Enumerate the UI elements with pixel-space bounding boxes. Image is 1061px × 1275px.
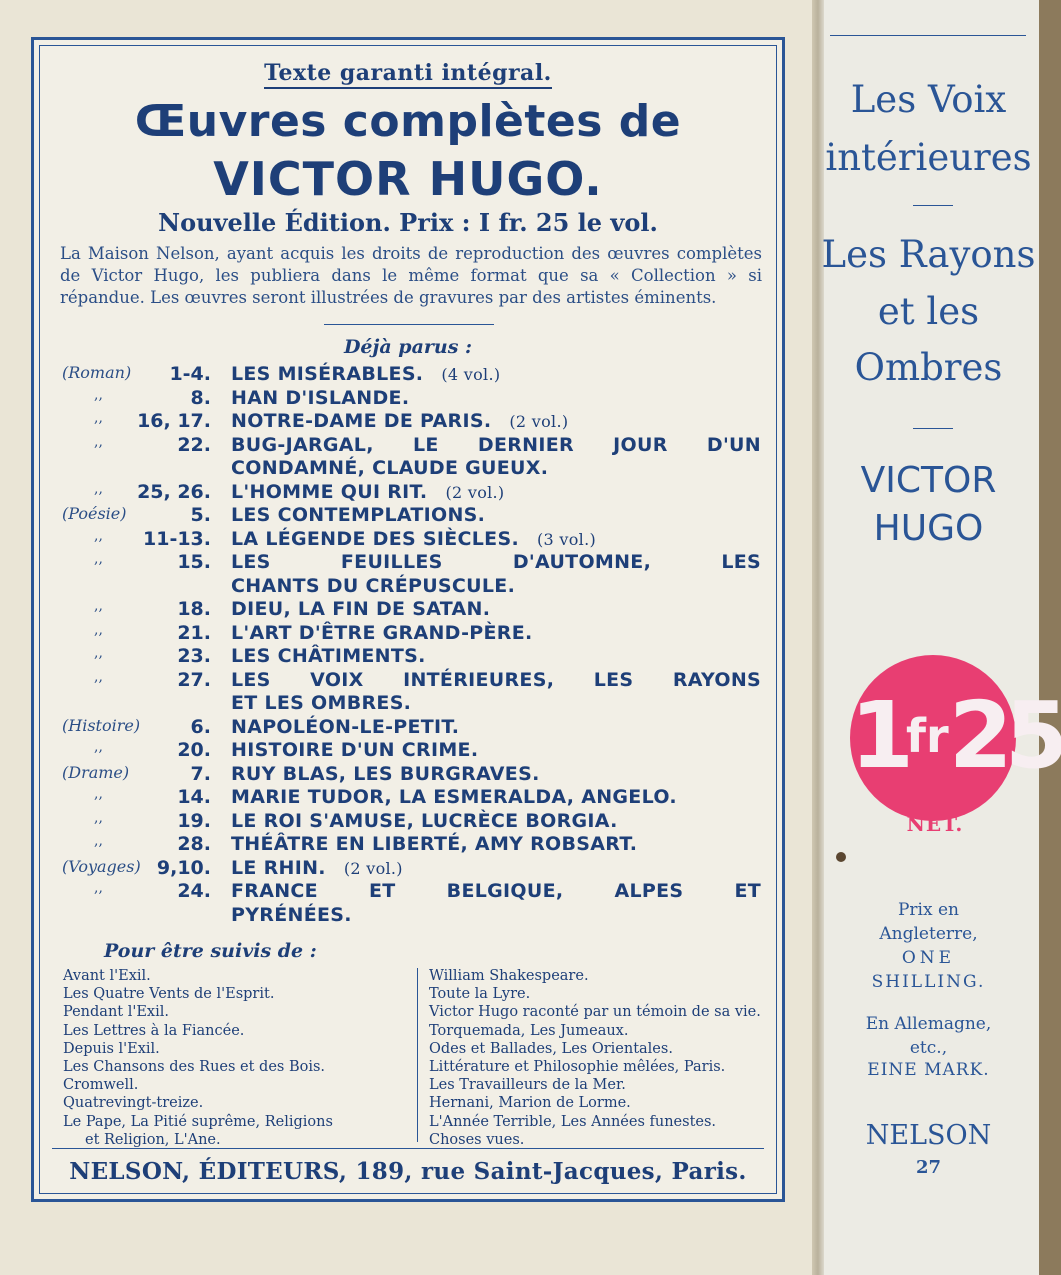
published-category: (Roman) xyxy=(62,363,132,382)
spine-title2-line2: et les xyxy=(877,290,980,333)
published-title xyxy=(231,457,566,479)
published-title-text: HAN D'ISLANDE. xyxy=(231,386,410,409)
forthcoming-item: Cromwell. xyxy=(63,1077,139,1094)
forthcoming-item: Odes et Ballades, Les Orientales. xyxy=(429,1040,673,1057)
price-badge-main: 1 xyxy=(850,682,907,789)
published-title xyxy=(231,598,508,620)
published-number: 25, 26. xyxy=(137,480,211,503)
published-title-text: BUG-JARGAL, LE DERNIER JOUR D'UN xyxy=(231,433,761,456)
published-number: 22. xyxy=(177,433,211,456)
england-line3: ONE xyxy=(901,948,956,968)
price-badge-fr: fr xyxy=(906,709,949,763)
published-title-text: LE RHIN. xyxy=(231,856,326,879)
forthcoming-item: Les Lettres à la Fiancée. xyxy=(63,1022,245,1039)
published-title-text: LES CONTEMPLATIONS. xyxy=(231,504,486,526)
published-item xyxy=(34,786,782,812)
published-title xyxy=(231,410,568,432)
published-category: ,, xyxy=(94,786,103,802)
spine-top-rule xyxy=(830,35,1026,36)
published-item xyxy=(34,904,782,930)
published-volumes: (2 vol.) xyxy=(445,482,505,502)
published-number: 20. xyxy=(177,739,211,761)
published-item xyxy=(34,434,782,460)
published-volumes: (2 vol.) xyxy=(509,412,569,431)
spine-author-line1: VICTOR xyxy=(860,460,997,501)
spine-fold xyxy=(812,0,824,1275)
forthcoming-item: Pendant l'Exil. xyxy=(63,1004,169,1021)
published-category: ,, xyxy=(94,739,103,755)
published-title-text: LES FEUILLES D'AUTOMNE, LES xyxy=(231,551,761,573)
forthcoming-item: Avant l'Exil. xyxy=(63,968,151,984)
spine-title1-line1: Les Voix xyxy=(850,78,1007,121)
published-item xyxy=(34,810,782,836)
forthcoming-item: Depuis l'Exil. xyxy=(63,1040,160,1057)
published-item xyxy=(34,504,782,530)
published-item xyxy=(34,880,782,906)
published-number: 15. xyxy=(177,551,211,573)
forthcoming-item: Torquemada, Les Jumeaux. xyxy=(429,1022,629,1039)
forthcoming-item: Les Chansons des Rues et des Bois. xyxy=(63,1059,326,1076)
published-category: ,, xyxy=(94,621,103,638)
published-item xyxy=(34,598,782,624)
published-number: 1-4. xyxy=(169,363,211,385)
forthcoming-item: William Shakespeare. xyxy=(429,968,589,984)
england-line2: Angleterre, xyxy=(879,924,978,944)
published-title-text: LES CHÂTIMENTS. xyxy=(231,645,426,667)
published-title-text: LE ROI S'AMUSE, LUCRÈCE BORGIA. xyxy=(231,809,618,832)
published-heading: Déjà parus : xyxy=(343,336,473,358)
spine-divider-2 xyxy=(913,428,953,429)
published-number: 5. xyxy=(190,504,211,526)
published-title-text: LES MISÉRABLES. xyxy=(231,363,424,385)
published-title-text: CHANTS DU CRÉPUSCULE. xyxy=(231,574,516,597)
published-title xyxy=(231,904,370,926)
published-title-text: HISTOIRE D'UN CRIME. xyxy=(231,739,479,761)
published-item xyxy=(34,669,782,695)
published-number: 9,10. xyxy=(156,856,211,879)
published-category: ,, xyxy=(94,480,103,497)
price-badge-net: NET. xyxy=(906,812,964,836)
published-number: 8. xyxy=(190,386,211,409)
published-number: 11-13. xyxy=(143,527,211,550)
published-item xyxy=(34,410,782,436)
published-title-text: NAPOLÉON-LE-PETIT. xyxy=(231,715,460,738)
published-title xyxy=(231,833,655,855)
forthcoming-item: Victor Hugo raconté par un témoin de sa vie. xyxy=(429,1004,761,1021)
published-category: ,, xyxy=(94,551,103,567)
spine-publisher: NELSON xyxy=(865,1120,992,1151)
published-number: 24. xyxy=(177,880,211,902)
published-number: 23. xyxy=(177,645,211,667)
published-title xyxy=(231,763,558,785)
published-number: 19. xyxy=(177,809,211,832)
published-volumes: (4 vol.) xyxy=(441,365,501,384)
spine-title1-line2: intérieures xyxy=(825,136,1032,179)
published-title xyxy=(231,810,636,832)
published-category: ,, xyxy=(94,433,103,450)
published-number: 7. xyxy=(190,762,211,785)
published-title-text: THÉÂTRE EN LIBERTÉ, AMY ROBSART. xyxy=(231,833,638,855)
published-category: ,, xyxy=(94,809,103,826)
published-number: 18. xyxy=(177,598,211,620)
published-title-text: MARIE TUDOR, LA ESMERALDA, ANGELO. xyxy=(231,786,677,808)
published-title xyxy=(231,575,533,597)
published-title xyxy=(231,504,503,526)
spine xyxy=(818,0,1039,1275)
published-title xyxy=(231,880,779,902)
published-volumes: (2 vol.) xyxy=(343,858,403,878)
published-category: ,, xyxy=(94,598,103,614)
published-category: (Poésie) xyxy=(62,504,127,523)
price-badge xyxy=(850,655,1061,821)
published-item xyxy=(34,363,782,389)
heading-line2: VICTOR HUGO. xyxy=(213,152,603,206)
published-item xyxy=(34,528,782,554)
divider xyxy=(324,324,494,325)
england-line4: SHILLING. xyxy=(871,972,986,992)
published-title-text: PYRÉNÉES. xyxy=(231,903,352,926)
published-category: ,, xyxy=(94,880,103,896)
published-item xyxy=(34,739,782,765)
edition-price: Nouvelle Édition. Prix : I fr. 25 le vol. xyxy=(158,208,658,237)
published-title-text: LA LÉGENDE DES SIÈCLES. xyxy=(231,527,519,550)
tagline xyxy=(34,60,782,86)
published-title xyxy=(231,692,429,714)
published-title-text: NOTRE-DAME DE PARIS. xyxy=(231,410,492,432)
published-item xyxy=(34,457,782,483)
published-number: 28. xyxy=(177,833,211,855)
germany-line3: EINE MARK. xyxy=(867,1060,990,1080)
published-title-text: L'ART D'ÊTRE GRAND-PÈRE. xyxy=(231,621,533,644)
spine-title2-line1: Les Rayons xyxy=(821,233,1036,276)
forthcoming-item: Littérature et Philosophie mêlées, Paris. xyxy=(429,1059,726,1076)
footer-rule xyxy=(52,1148,764,1149)
intro-paragraph: La Maison Nelson, ayant acquis les droits de reproduction des œuvres complètes de Victor Hugo, les publiera dans le même format que sa « Collection » si répandue. Les œuvres seront illustrées de gravures par des artistes éminents. xyxy=(60,244,762,307)
spine-title2-line3: Ombres xyxy=(854,346,1003,389)
published-number: 14. xyxy=(177,786,211,808)
spine-hole xyxy=(836,852,846,862)
published-category: ,, xyxy=(94,410,103,426)
published-item xyxy=(34,481,782,507)
publisher-footer: NELSON, ÉDITEURS, 189, rue Saint-Jacques, Paris. xyxy=(69,1158,747,1185)
england-line1: Prix en xyxy=(897,900,959,920)
forthcoming-item: Hernani, Marion de Lorme. xyxy=(429,1095,631,1112)
published-title xyxy=(231,363,500,385)
published-item xyxy=(34,622,782,648)
column-divider xyxy=(417,968,418,1142)
published-title-text: LES VOIX INTÉRIEURES, LES RAYONS xyxy=(231,668,761,691)
forthcoming-heading: Pour être suivis de : xyxy=(104,940,317,962)
published-title xyxy=(231,739,496,761)
forthcoming-item: L'Année Terrible, Les Années funestes. xyxy=(429,1113,717,1130)
published-category: ,, xyxy=(94,386,103,403)
published-title-text: ET LES OMBRES. xyxy=(231,692,412,714)
published-title xyxy=(231,387,427,409)
forthcoming-left-column xyxy=(63,967,408,1149)
spine-divider-1 xyxy=(913,205,953,206)
published-title xyxy=(231,481,504,503)
published-title xyxy=(231,669,779,691)
spine-author-line2: HUGO xyxy=(873,508,984,549)
published-item xyxy=(34,763,782,789)
published-item xyxy=(34,857,782,883)
published-category: ,, xyxy=(94,645,103,661)
forthcoming-item: et Religion, L'Ane. xyxy=(85,1131,221,1148)
forthcoming-item: Les Travailleurs de la Mer. xyxy=(429,1077,626,1094)
forthcoming-right-column xyxy=(429,967,774,1149)
published-title-text: RUY BLAS, LES BURGRAVES. xyxy=(231,762,540,785)
published-title-text: L'HOMME QUI RIT. xyxy=(231,480,428,503)
published-title xyxy=(231,786,695,808)
tagline-text: Texte garanti intégral. xyxy=(264,60,552,89)
germany-line1: En Allemagne, xyxy=(865,1014,992,1034)
price-badge-text xyxy=(850,671,1061,801)
published-title xyxy=(231,716,477,738)
published-number: 16, 17. xyxy=(137,410,211,432)
published-number: 21. xyxy=(177,621,211,644)
published-item xyxy=(34,716,782,742)
published-category: (Drame) xyxy=(62,762,130,782)
published-item xyxy=(34,575,782,601)
forthcoming-item: Quatrevingt-treize. xyxy=(63,1095,204,1112)
forthcoming-item: Toute la Lyre. xyxy=(429,986,531,1003)
published-title xyxy=(231,528,596,550)
published-title xyxy=(231,622,551,644)
forthcoming-item: Les Quatre Vents de l'Esprit. xyxy=(63,986,275,1003)
published-number: 6. xyxy=(190,715,211,738)
published-category: ,, xyxy=(94,833,103,849)
published-category: ,, xyxy=(94,527,103,544)
forthcoming-item: Choses vues. xyxy=(429,1131,525,1148)
published-title-text: FRANCE ET BELGIQUE, ALPES ET xyxy=(231,880,761,902)
germany-line2: etc., xyxy=(909,1038,948,1058)
published-title xyxy=(231,551,779,573)
published-number: 27. xyxy=(177,668,211,691)
published-title xyxy=(231,434,779,456)
published-title-text: CONDAMNÉ, CLAUDE GUEUX. xyxy=(231,457,549,479)
published-item xyxy=(34,387,782,413)
published-category: (Histoire) xyxy=(62,715,141,735)
published-title-text: DIEU, LA FIN DE SATAN. xyxy=(231,598,491,620)
published-item xyxy=(34,833,782,859)
published-category: ,, xyxy=(94,668,103,685)
spine-number: 27 xyxy=(915,1157,942,1178)
price-badge-cents: 25 xyxy=(948,682,1061,789)
back-cover-panel xyxy=(31,37,785,1202)
published-volumes: (3 vol.) xyxy=(536,529,596,549)
published-title xyxy=(231,645,444,667)
forthcoming-item: Le Pape, La Pitié suprême, Religions xyxy=(63,1113,333,1130)
published-item xyxy=(34,551,782,577)
published-title xyxy=(231,857,403,879)
published-category: (Voyages) xyxy=(62,856,141,876)
published-item xyxy=(34,645,782,671)
published-item xyxy=(34,692,782,718)
heading-line1: Œuvres complètes de xyxy=(134,96,682,147)
